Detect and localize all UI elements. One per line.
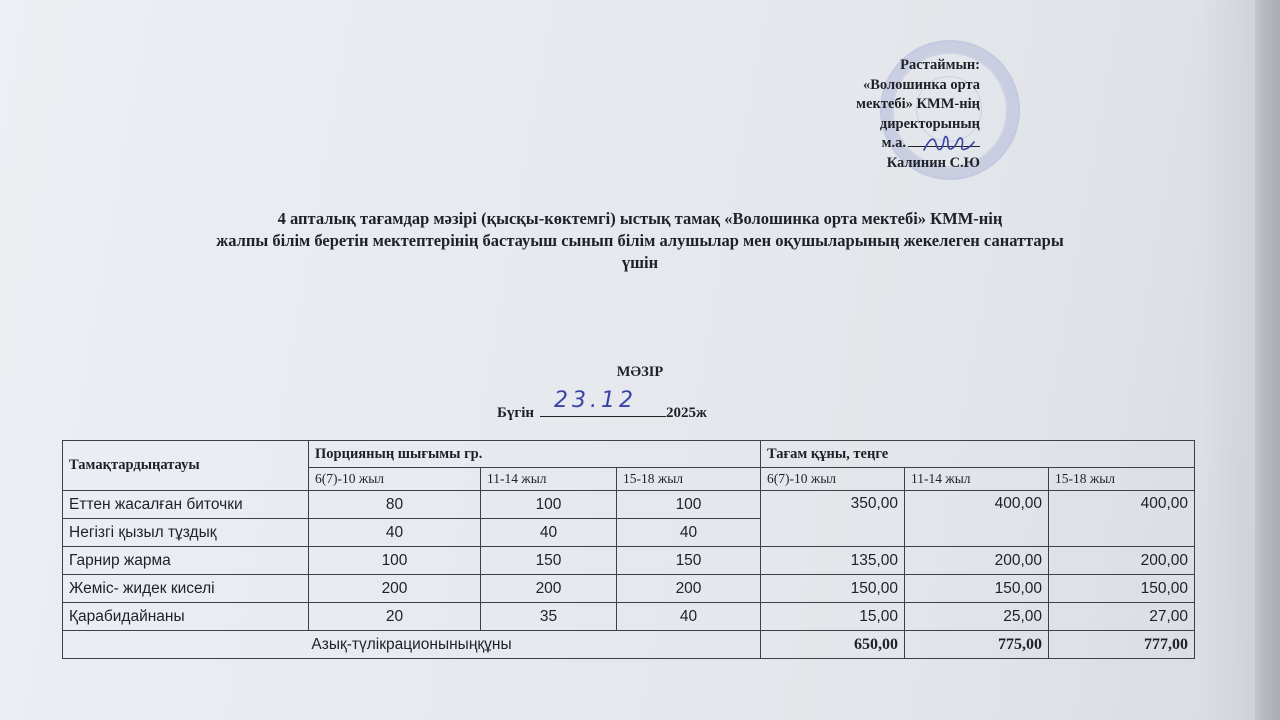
date-line — [497, 388, 797, 422]
portion-cell: 100 — [481, 491, 617, 519]
age-group: 11-14 жыл — [481, 468, 617, 491]
approval-line: директорының — [879, 115, 980, 132]
cost-cell: 135,00 — [761, 547, 905, 575]
cost-cell: 150,00 — [1049, 575, 1195, 603]
portion-cell: 20 — [309, 603, 481, 631]
portion-cell: 80 — [309, 491, 481, 519]
portion-cell: 35 — [481, 603, 617, 631]
title-line: жалпы білім беретін мектептерінің бастауыш сынып білім алушылар мен оқушыларының жекелеген санаттары — [216, 231, 1064, 250]
total-cost: 775,00 — [905, 631, 1049, 659]
dish-name: Жеміс- жидек киселі — [63, 575, 309, 603]
approval-director-name: Калинин С.Ю — [886, 154, 980, 171]
handwritten-date: 23.12 — [554, 388, 638, 413]
menu-table — [62, 440, 1195, 659]
age-group: 6(7)-10 жыл — [309, 468, 481, 491]
table-total-row — [63, 631, 1195, 659]
header-dish: Тамақтардыңатауы — [63, 441, 309, 491]
table-header-row — [63, 441, 1195, 468]
table-row — [63, 491, 1195, 519]
approval-line: «Волошинка орта — [863, 76, 980, 93]
header-cost: Тағам құны, теңге — [761, 441, 1195, 468]
table-row — [63, 603, 1195, 631]
cost-cell: 200,00 — [905, 547, 1049, 575]
cost-cell: 400,00 — [1049, 491, 1195, 547]
portion-cell: 40 — [617, 519, 761, 547]
age-group: 15-18 жыл — [1049, 468, 1195, 491]
portion-cell: 40 — [617, 603, 761, 631]
cost-cell: 350,00 — [761, 491, 905, 547]
table-row — [63, 547, 1195, 575]
cost-cell: 25,00 — [905, 603, 1049, 631]
portion-cell: 100 — [617, 491, 761, 519]
cost-cell: 150,00 — [761, 575, 905, 603]
total-cost: 650,00 — [761, 631, 905, 659]
date-prefix: Бүгін — [497, 405, 535, 421]
portion-cell: 40 — [309, 519, 481, 547]
cost-cell: 150,00 — [905, 575, 1049, 603]
age-group: 15-18 жыл — [617, 468, 761, 491]
portion-cell: 150 — [617, 547, 761, 575]
dish-name: Гарнир жарма — [63, 547, 309, 575]
table-row — [63, 575, 1195, 603]
total-label: Азық-түлікрационыныңқұны — [63, 631, 761, 659]
dish-name: Еттен жасалған биточки — [63, 491, 309, 519]
portion-cell: 200 — [617, 575, 761, 603]
dish-name: Қарабидайнаны — [63, 603, 309, 631]
title-line: 4 апталық тағамдар мәзірі (қысқы-көктемгі) ыстық тамақ «Волошинка орта мектебі» КММ-нің — [277, 209, 1003, 228]
page-fold-shade — [1200, 0, 1262, 720]
portion-cell: 150 — [481, 547, 617, 575]
cost-cell: 200,00 — [1049, 547, 1195, 575]
menu-heading: МӘЗІР — [616, 364, 664, 380]
header-portion: Порцияның шығымы гр. — [309, 441, 761, 468]
portion-cell: 100 — [309, 547, 481, 575]
portion-cell: 200 — [481, 575, 617, 603]
approval-signature-line: м.а. — [780, 134, 980, 154]
background-edge — [1255, 0, 1280, 720]
cost-cell: 15,00 — [761, 603, 905, 631]
dish-name: Негізгі қызыл тұздық — [63, 519, 309, 547]
cost-cell: 27,00 — [1049, 603, 1195, 631]
cost-cell: 400,00 — [905, 491, 1049, 547]
document-title — [60, 208, 1220, 274]
date-suffix: 2025ж — [666, 405, 707, 421]
signature-icon — [918, 130, 978, 158]
total-cost: 777,00 — [1049, 631, 1195, 659]
portion-cell: 200 — [309, 575, 481, 603]
portion-cell: 40 — [481, 519, 617, 547]
age-group: 11-14 жыл — [905, 468, 1049, 491]
title-line: үшін — [621, 253, 659, 272]
approval-line: мектебі» КММ-нің — [856, 96, 980, 112]
approval-line: Растаймын: — [900, 57, 980, 73]
age-group: 6(7)-10 жыл — [761, 468, 905, 491]
